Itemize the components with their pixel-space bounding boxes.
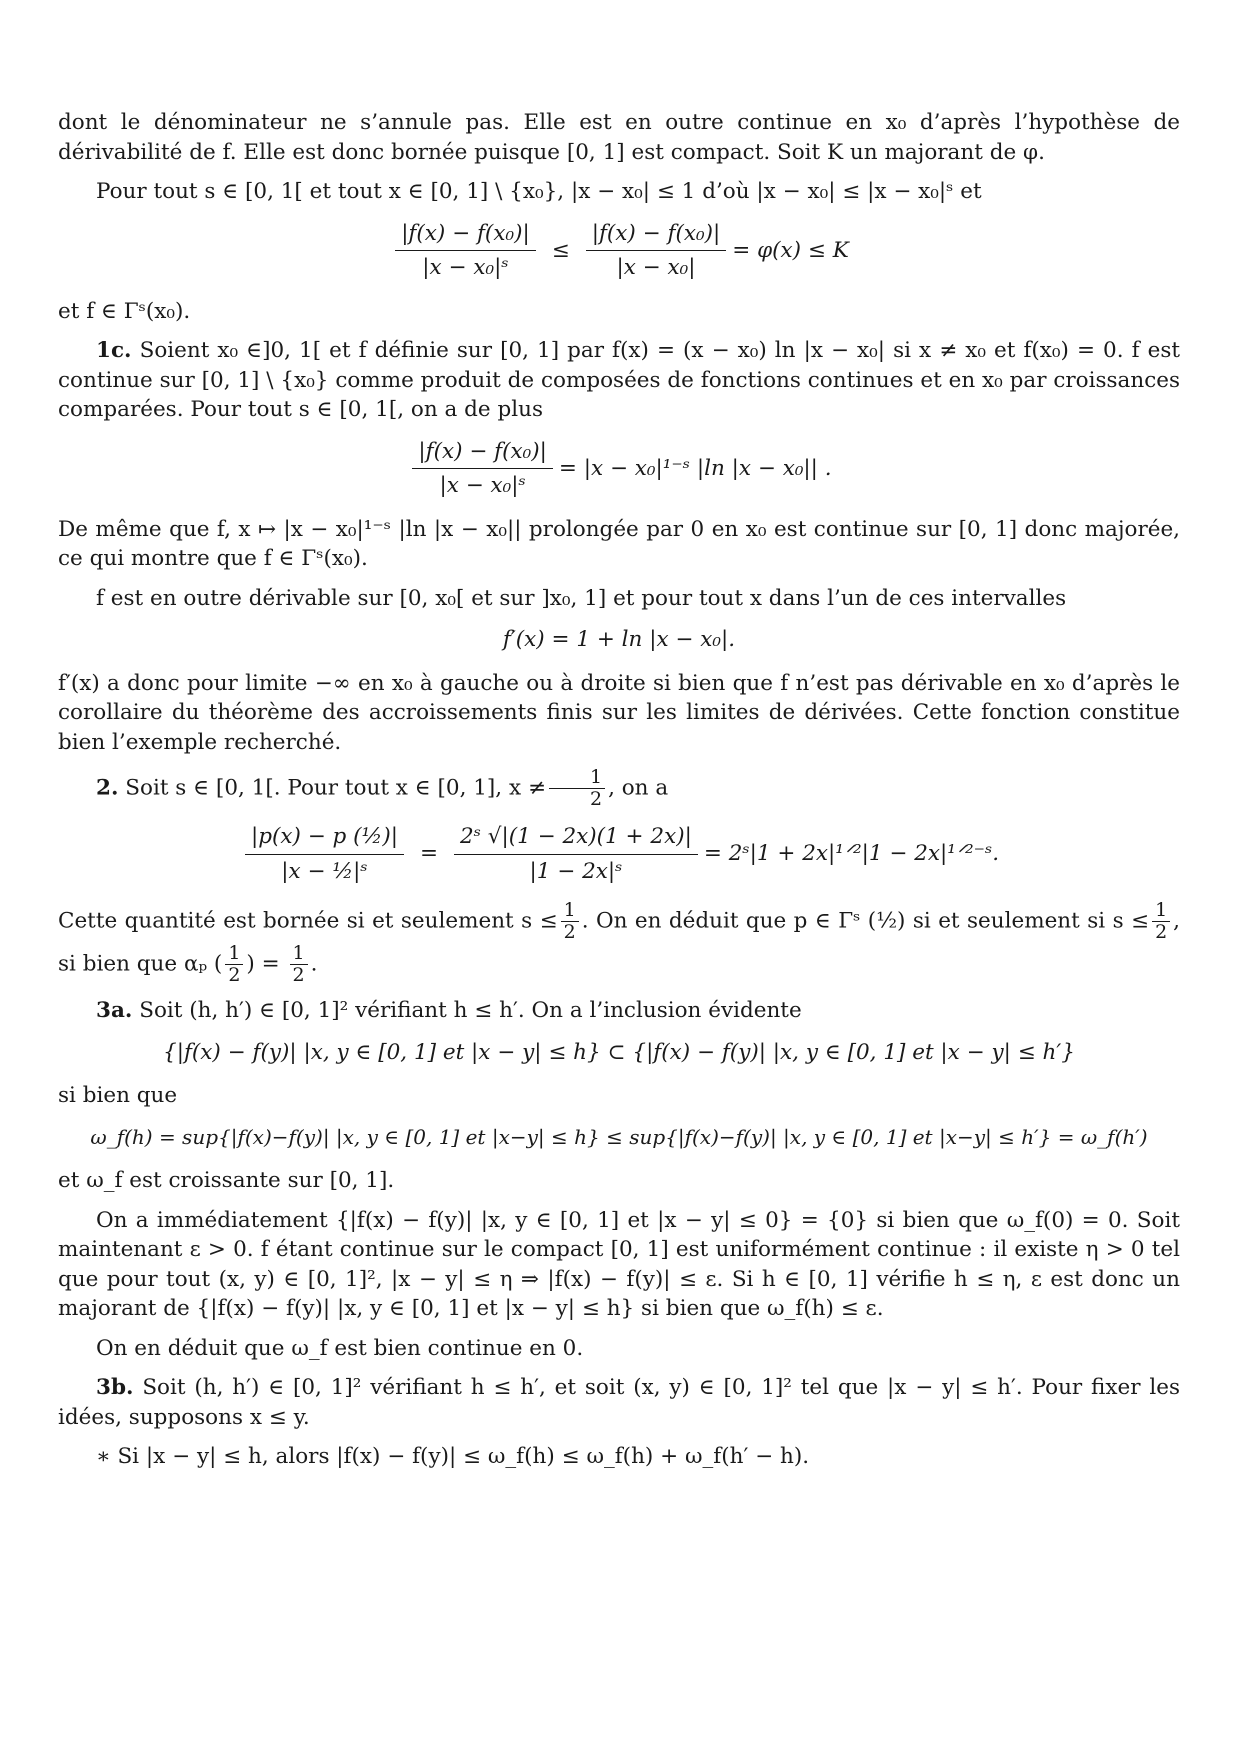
paragraph-phi-bounded: dont le dénominateur ne s’annule pas. Elle est en outre continue en x₀ d’après l’hypothèse de dérivabilité de f. Elle est donc bornée puisque [0, 1] est compact. Soit K un majorant de φ. — [58, 110, 1180, 165]
paragraph-si-bien-que: si bien que — [58, 1083, 178, 1108]
section-label-3b: 3b. — [96, 1375, 134, 1400]
equation-tail: = |x − x₀|¹⁻ˢ |ln |x − x₀|| . — [558, 455, 832, 481]
fraction-numerator: 1 — [1152, 900, 1170, 922]
equation-omega-text: ω_f(h) = sup{|f(x)−f(y)| |x, y ∈ [0, 1] et |x−y| ≤ h} ≤ sup{|f(x)−f(y)| |x, y ∈ [0, 1] et |x−y| ≤ h′} = ω_f(h′) — [90, 1124, 1148, 1149]
paragraph-1c — [58, 336, 1180, 425]
equation-1c-ratio — [58, 437, 1180, 501]
paragraph-2-text-b: , on a — [608, 775, 669, 801]
text-segment: . On en déduit que p ∈ Γˢ (½) si et seulement si s ≤ — [581, 908, 1150, 934]
section-label-2: 2. — [96, 775, 119, 801]
fraction-p-right — [454, 822, 698, 886]
fraction-denominator: 2 — [1155, 921, 1168, 943]
text-segment: , si bien que αₚ — [58, 908, 1180, 977]
fraction-denominator: 2 — [228, 964, 241, 986]
fraction-denominator: 2 — [292, 964, 305, 986]
fraction-numerator: |p(x) − p (½)| — [245, 822, 404, 855]
fraction-numerator: 1 — [290, 943, 308, 965]
paragraph-limit: f′(x) a donc pour limite −∞ en x₀ à gauche ou à droite si bien que f n’est pas dérivable en x₀ d’après le corollaire du théorème des accroissements finis sur les limites de dérivées. Cette fonction constitue bien l’exemple recherché. — [58, 670, 1180, 755]
equation-derivative — [58, 625, 1180, 655]
equation-inclusion — [58, 1038, 1180, 1068]
relation-leq: ≤ — [551, 237, 570, 263]
paragraph-conclusion-gamma: et f ∈ Γˢ(x₀). — [58, 298, 191, 324]
fraction-numerator: 1 — [561, 900, 579, 922]
text-segment: = — [261, 951, 280, 977]
equation-holder-bound — [58, 219, 1180, 283]
document-page — [58, 108, 1180, 1482]
paragraph-case-1: ∗ Si |x − y| ≤ h, alors |f(x) − f(y)| ≤ ω_f(h) ≤ ω_f(h) + ω_f(h′ − h). — [96, 1444, 810, 1469]
fraction-numerator: 2ˢ √|(1 − 2x)(1 + 2x)| — [454, 822, 698, 855]
equation-tail: = 2ˢ|1 + 2x|¹ᐟ²|1 − 2x|¹ᐟ²⁻ˢ. — [703, 841, 1000, 867]
text-segment: Cette quantité est bornée si et seulement s ≤ — [58, 908, 558, 934]
fraction-one-half — [290, 943, 308, 986]
paragraph-3a-text: Soit (h, h′) ∈ [0, 1]² vérifiant h ≤ h′. On a l’inclusion évidente — [132, 998, 802, 1023]
section-label-1c: 1c. — [96, 338, 132, 363]
paragraph-for-all-s: Pour tout s ∈ [0, 1[ et tout x ∈ [0, 1] \ {x₀}, |x − x₀| ≤ 1 d’où |x − x₀| ≤ |x − x₀|ˢ et — [96, 179, 982, 204]
relation-equals: = — [420, 841, 439, 867]
fraction-denominator: 2 — [589, 788, 603, 810]
paragraph-1c-text: Soient x₀ ∈]0, 1[ et f définie sur [0, 1] par f(x) = (x − x₀) ln |x − x₀| si x ≠ x₀ et f(x₀) = 0. f est continue sur [0, 1] \ {x₀} comme produit de composées de fonctions continues et en x₀ par croissances comparées. Pour tout s ∈ [0, 1[, on a de plus — [58, 338, 1180, 422]
fraction-right — [586, 219, 727, 283]
fraction-numerator: 1 — [549, 767, 605, 789]
paragraph-croissante: et ω_f est croissante sur [0, 1]. — [58, 1168, 395, 1193]
fraction-one-half — [549, 767, 605, 810]
fraction-denominator: |x − x₀| — [616, 255, 696, 280]
fraction-denominator: |x − x₀|ˢ — [422, 255, 509, 280]
fraction-one-half — [225, 943, 243, 986]
paragraph-uniform-continuity: On a immédiatement {|f(x) − f(y)| |x, y ∈ [0, 1] et |x − y| ≤ 0} = {0} si bien que ω_f(0) = 0. Soit maintenant ε > 0. f étant continue sur le compact [0, 1] est uniformément continue : il existe η > 0 tel que pour tout (x, y) ∈ [0, 1]², |x − y| ≤ η ⇒ |f(x) − f(y)| ≤ ε. Si h ∈ [0, 1] vérifie h ≤ η, ε est donc un majorant de {|f(x) − f(y)| |x, y ∈ [0, 1] et |x − y| ≤ h} si bien que ω_f(h) ≤ ε. — [58, 1207, 1180, 1321]
section-label-3a: 3a. — [96, 998, 133, 1023]
text-segment: . — [310, 951, 318, 977]
paragraph-3b-text: Soit (h, h′) ∈ [0, 1]² vérifiant h ≤ h′, et soit (x, y) ∈ [0, 1]² tel que |x − y| ≤ h′. Pour fixer les idées, supposons x ≤ y. — [58, 1375, 1180, 1430]
paragraph-de-meme: De même que f, x ↦ |x − x₀|¹⁻ˢ |ln |x − x₀|| prolongée par 0 en x₀ est continue sur [0, 1] donc majorée, ce qui montre que f ∈ Γˢ(x₀). — [58, 516, 1180, 571]
equation-tail: = φ(x) ≤ K — [732, 237, 849, 263]
fraction-denominator: |x − x₀|ˢ — [439, 473, 526, 498]
fraction-numerator: |f(x) − f(x₀)| — [586, 219, 727, 252]
fraction-numerator: 1 — [225, 943, 243, 965]
fraction-denominator: 2 — [563, 921, 576, 943]
paragraph-3a — [58, 996, 1180, 1026]
fraction-denominator: |1 − 2x|ˢ — [529, 858, 623, 884]
fraction-numerator: |f(x) − f(x₀)| — [412, 437, 553, 470]
fraction-numerator: |f(x) − f(x₀)| — [395, 219, 536, 252]
equation-inclusion-text: {|f(x) − f(y)| |x, y ∈ [0, 1] et |x − y| ≤ h} ⊂ {|f(x) − f(y)| |x, y ∈ [0, 1] et |x − y| ≤ h′} — [163, 1039, 1075, 1065]
fraction-ratio — [412, 437, 553, 501]
fraction-one-half — [561, 900, 579, 943]
equation-omega — [58, 1123, 1180, 1153]
paragraph-2 — [58, 767, 1180, 810]
fraction-denominator: |x − ½|ˢ — [281, 858, 368, 884]
paragraph-bounded-iff: Cette quantité est bornée si et seulement s ≤ $\frac{1}{2}$ . On en déduit que p ∈ Γˢ (½) si et seulement si s ≤ $\frac{1}{2}$ , si bien que αₚ ( $\frac{1}{2}$ ) = $\frac{1}{2}$ . — [58, 899, 1180, 986]
fraction-left — [395, 219, 536, 283]
paragraph-derivable: f est en outre dérivable sur [0, x₀[ et sur ]x₀, 1] et pour tout x dans l’un de ces intervalles — [96, 585, 1067, 611]
fraction-p-left — [245, 822, 404, 886]
paragraph-3b — [58, 1373, 1180, 1432]
paragraph-2-text-a: Soit s ∈ [0, 1[. Pour tout x ∈ [0, 1], x ≠ — [118, 775, 546, 801]
fraction-one-half — [1152, 900, 1170, 943]
paragraph-continue-en-zero: On en déduit que ω_f est bien continue en 0. — [96, 1335, 584, 1361]
equation-derivative-text: f′(x) = 1 + ln |x − x₀|. — [502, 627, 736, 652]
equation-p-ratio — [58, 822, 1180, 886]
